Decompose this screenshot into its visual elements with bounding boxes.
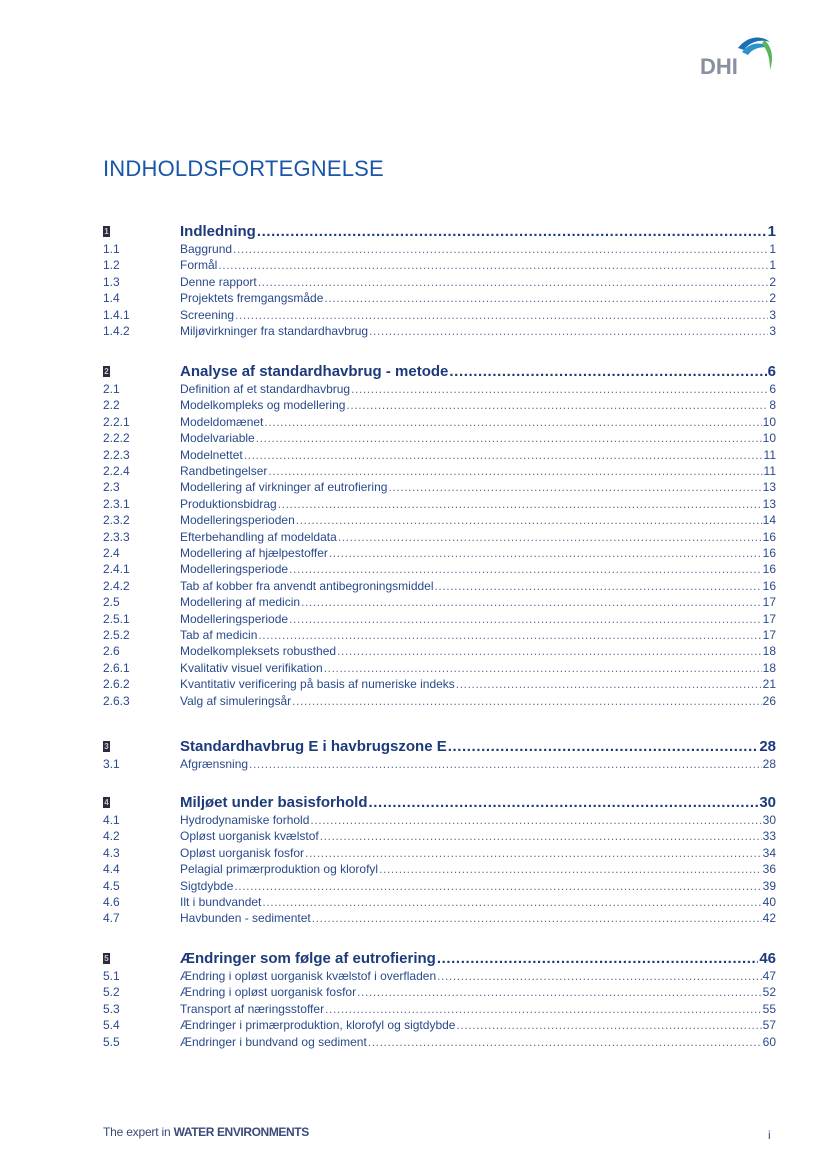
toc-page-number: 1 [769,242,776,256]
toc-title: Formål [180,258,218,273]
toc-entry-row[interactable] [103,290,776,306]
toc-leader-dots [296,512,762,528]
toc-number: 2.4 [103,546,120,560]
toc-leader-dots [278,496,762,512]
toc-title: Produktionsbidrag [180,496,277,511]
toc-entry-row[interactable] [103,660,776,676]
toc-entry-row[interactable] [103,447,776,463]
toc-page-number: 34 [762,845,776,860]
toc-page-number: 14 [762,513,776,528]
toc-leader-dots [301,594,762,610]
toc-number: 2.6.2 [103,677,130,692]
toc-entry-row[interactable] [103,241,776,257]
toc-page-number: 8 [769,398,776,413]
toc-title: Havbunden - sedimentet [180,911,311,926]
toc-number: 2.3.3 [103,529,130,544]
toc-leader-dots [264,414,761,430]
toc-title: Efterbehandling af modeldata [180,529,337,544]
toc-entry-row[interactable] [103,496,776,512]
footer-emphasis: WATER ENVIRONMENTS [173,1125,309,1139]
toc-entry-row[interactable] [103,397,776,413]
toc-page-number: 30 [762,813,776,827]
toc-entry-row[interactable] [103,479,776,495]
toc-title: Ændringer i primærproduktion, klorofyl og sigtdybde [180,1018,456,1033]
toc-entry-row[interactable] [103,307,776,323]
toc-number: 2.1 [103,382,120,396]
toc-title: Miljøvirkninger fra standardhavbrug [180,324,369,338]
toc-page-number: 13 [762,496,776,511]
toc-number: 2.2.3 [103,447,130,462]
chapter-number-box: 5 [104,954,109,963]
toc-entry-row[interactable] [103,578,776,594]
toc-leader-dots [456,1017,761,1033]
toc-leader-dots [369,793,759,813]
toc-leader-dots [310,812,761,828]
toc-page-number: 30 [759,794,776,811]
toc-leader-dots [312,910,762,926]
toc-entry-row[interactable] [103,1017,776,1033]
toc-title: Modelnettet [180,447,243,462]
toc-title: Analyse af standardhavbrug - metode [180,363,449,380]
toc-page-number: 17 [762,611,776,626]
toc-page-number: 16 [762,546,776,560]
toc-title: Modelvariable [180,431,255,446]
toc-leader-dots [289,611,762,627]
toc-number: 5.4 [103,1018,120,1033]
toc-page-number: 40 [762,895,776,909]
toc-page-number: 16 [762,529,776,544]
toc-leader-dots [292,693,761,709]
toc-leader-dots [351,381,768,397]
toc-page-number: 1 [769,258,776,273]
toc-number: 1.1 [103,242,120,256]
toc-entry-row[interactable] [103,561,776,577]
toc-number: 2.3 [103,480,120,495]
toc-page-number: 17 [762,628,776,642]
toc-entry-row[interactable] [103,611,776,627]
toc-entry-row[interactable] [103,845,776,861]
toc-leader-dots [218,257,768,273]
toc-number: 4.5 [103,878,120,893]
toc-entry-row[interactable] [103,894,776,910]
toc-number: 2.4.2 [103,578,130,593]
toc-title: Modelkompleksets robusthed [180,644,337,659]
toc-leader-dots [262,894,761,910]
toc-title: Ændring i opløst uorganisk kvælstof i overfladen [180,969,437,983]
toc-page-number: 3 [769,324,776,338]
toc-entry-row[interactable] [103,594,776,610]
toc-number: 2.3.2 [103,513,130,528]
toc-leader-dots [324,660,762,676]
toc-title: Valg af simuleringsår [180,693,292,708]
toc-entry-row[interactable] [103,878,776,894]
toc-entry-row[interactable] [103,545,776,561]
toc-leader-dots [368,1034,762,1050]
toc-entry-row[interactable] [103,968,776,984]
toc-entry-row[interactable] [103,463,776,479]
toc-page-number: 10 [762,431,776,446]
toc-page-number: 47 [762,969,776,983]
toc-title: Screening [180,307,235,322]
toc-number: 1.3 [103,274,120,289]
toc-title: Ændringer i bundvand og sediment [180,1034,367,1049]
toc-entry-row[interactable] [103,812,776,828]
toc-leader-dots [320,828,762,844]
toc-number: 5.2 [103,985,120,1000]
toc-entry-row[interactable] [103,984,776,1000]
toc-page-number: 13 [762,480,776,495]
toc-leader-dots [258,627,761,643]
toc-number: 5.3 [103,1001,120,1016]
toc-title: Modellering af medicin [180,595,301,610]
toc-entry-row[interactable] [103,861,776,877]
toc-leader-dots [448,737,759,757]
toc-entry-row[interactable] [103,529,776,545]
toc-leader-dots [234,878,761,894]
toc-leader-dots [435,578,762,594]
toc-page-number: 52 [762,985,776,1000]
toc-title: Opløst uorganisk fosfor [180,845,305,860]
toc-page-number: 28 [759,738,776,755]
toc-number: 2.2.2 [103,431,130,446]
toc-page-number: 36 [762,862,776,877]
toc-title: Tab af medicin [180,628,258,642]
toc-title: Transport af næringsstoffer [180,1001,325,1016]
toc-leader-dots [289,561,762,577]
toc-entry-row[interactable] [103,828,776,844]
footer-prefix: The expert in [103,1125,174,1139]
toc-page-number: 57 [762,1018,776,1033]
toc-number: 1.4.2 [103,324,130,338]
toc-leader-dots [258,274,769,290]
toc-entry-row[interactable] [103,627,776,643]
toc-title: Ændringer som følge af eutrofiering [180,950,436,967]
toc-number: 4.6 [103,895,120,909]
toc-page-number: 26 [762,693,776,708]
toc-number: 2.2 [103,398,120,413]
toc-entry-row[interactable] [103,910,776,926]
toc-page-number: 10 [762,414,776,429]
toc-leader-dots [388,479,761,495]
toc-leader-dots [379,861,762,877]
toc-title: Modellering af virkninger af eutrofiering [180,480,388,495]
toc-chapter-row[interactable] [103,949,776,969]
toc-title: Modellering af hjælpestoffer [180,546,328,560]
toc-page-number: 55 [762,1001,776,1016]
toc-leader-dots [338,529,762,545]
toc-leader-dots [329,545,762,561]
toc-page-number: 39 [762,878,776,893]
toc-number: 2.6.1 [103,660,130,675]
toc-page-number: 18 [762,660,776,675]
toc-page-number: 60 [762,1034,776,1049]
toc-title: Pelagial primærproduktion og klorofyl [180,862,379,877]
toc-title: Indledning [180,223,256,240]
toc-page-number: 11 [763,464,776,478]
toc-entry-row[interactable] [103,643,776,659]
toc-number: 4.7 [103,911,120,926]
toc-leader-dots [337,643,762,659]
toc-leader-dots [357,984,762,1000]
toc-title: Sigtdybde [180,878,234,893]
toc-number: 2.6 [103,644,120,659]
toc-leader-dots [249,756,762,772]
toc-number: 5.5 [103,1034,120,1049]
toc-page-number: 2 [769,291,776,306]
toc-page-number: 42 [762,911,776,926]
toc-page-number: 6 [769,382,776,396]
toc-page-number: 16 [762,562,776,577]
toc-number: 4.1 [103,813,120,827]
toc-entry-row[interactable] [103,381,776,397]
toc-leader-dots [437,949,758,969]
dhi-logo [700,34,776,78]
toc-number: 1.4 [103,291,120,306]
toc-page-number: 16 [762,578,776,593]
toc-title: Tab af kobber fra anvendt antibegroningsmiddel [180,578,434,593]
toc-title: Hydrodynamiske forhold [180,813,310,827]
toc-entry-row[interactable] [103,274,776,290]
toc-number: 2.5.2 [103,628,130,642]
toc-number: 2.2.1 [103,414,130,429]
toc-leader-dots [456,676,762,692]
toc-leader-dots [257,222,767,242]
toc-title: Standardhavbrug E i havbrugszone E [180,738,447,755]
toc-entry-row[interactable] [103,693,776,709]
toc-entry-row[interactable] [103,512,776,528]
toc-leader-dots [449,362,766,382]
toc-title: Opløst uorganisk kvælstof [180,829,319,844]
toc-entry-row[interactable] [103,756,776,772]
toc-chapter-row[interactable] [103,362,776,382]
toc-title: Modelleringsperiode [180,562,289,577]
toc-number: 1.2 [103,258,120,273]
toc-title: Miljøet under basisforhold [180,794,368,811]
toc-title: Projektets fremgangsmåde [180,291,324,306]
page-number: i [768,1128,771,1142]
chapter-number-box: 1 [104,227,109,236]
toc-title: Modelkompleks og modellering [180,398,346,413]
toc-title: Kvantitativ verificering på basis af numeriske indeks [180,677,455,692]
toc-number: 2.3.1 [103,496,130,511]
toc-leader-dots [324,290,768,306]
toc-number: 2.6.3 [103,693,130,708]
toc-leader-dots [305,845,762,861]
chapter-number-box: 2 [104,367,109,376]
toc-number: 1.4.1 [103,307,130,322]
toc-leader-dots [369,323,768,339]
toc-entry-row[interactable] [103,1034,776,1050]
toc-page-number: 21 [762,677,776,692]
toc-leader-dots [437,968,762,984]
toc-page-number: 3 [769,307,776,322]
toc-page-number: 11 [763,447,776,462]
toc-leader-dots [244,447,763,463]
logo-text: DHI [700,54,738,78]
toc-number: 2.5 [103,595,120,610]
toc-number: 3.1 [103,757,120,771]
toc-number: 4.2 [103,829,120,844]
toc-number: 2.2.4 [103,464,130,478]
toc-title: Ilt i bundvandet [180,895,262,909]
toc-title: Afgrænsning [180,757,249,771]
toc-page-number: 6 [767,363,776,380]
toc-page-number: 28 [762,757,776,771]
toc-page-number: 33 [762,829,776,844]
toc-page-number: 17 [762,595,776,610]
toc-title: Randbetingelser [180,464,268,478]
toc-chapter-row[interactable] [103,793,776,813]
chapter-number-box: 3 [104,742,109,751]
toc-number: 2.4.1 [103,562,130,577]
chapter-number-box: 4 [104,798,109,807]
toc-page-number: 46 [759,950,776,967]
toc-leader-dots [346,397,768,413]
toc-title: Modelleringsperiode [180,611,289,626]
toc-entry-row[interactable] [103,430,776,446]
toc-title: Modeldomænet [180,414,264,429]
toc-chapter-row[interactable] [103,222,776,242]
toc-number: 4.4 [103,862,120,877]
toc-number: 2.5.1 [103,611,130,626]
toc-title: Baggrund [180,242,233,256]
toc-entry-row[interactable] [103,414,776,430]
toc-number: 5.1 [103,969,120,983]
toc-title: Ændring i opløst uorganisk fosfor [180,985,357,1000]
toc-page-number: 18 [762,644,776,659]
toc-page-number: 1 [767,223,776,240]
toc-title: Denne rapport [180,274,257,289]
toc-leader-dots [256,430,762,446]
page-title: INDHOLDSFORTEGNELSE [103,156,384,181]
toc-page-number: 2 [769,274,776,289]
toc-entry-row[interactable] [103,323,776,339]
toc-title: Definition af et standardhavbrug [180,382,351,396]
toc-leader-dots [325,1001,762,1017]
toc-entry-row[interactable] [103,1001,776,1017]
toc-leader-dots [235,307,768,323]
toc-number: 4.3 [103,845,120,860]
toc-entry-row[interactable] [103,257,776,273]
toc-chapter-row[interactable] [103,737,776,757]
toc-title: Modelleringsperioden [180,513,295,528]
toc-entry-row[interactable] [103,676,776,692]
footer-tagline [103,1125,309,1139]
toc-title: Kvalitativ visuel verifikation [180,660,323,675]
toc-leader-dots [233,241,768,257]
toc-leader-dots [268,463,762,479]
